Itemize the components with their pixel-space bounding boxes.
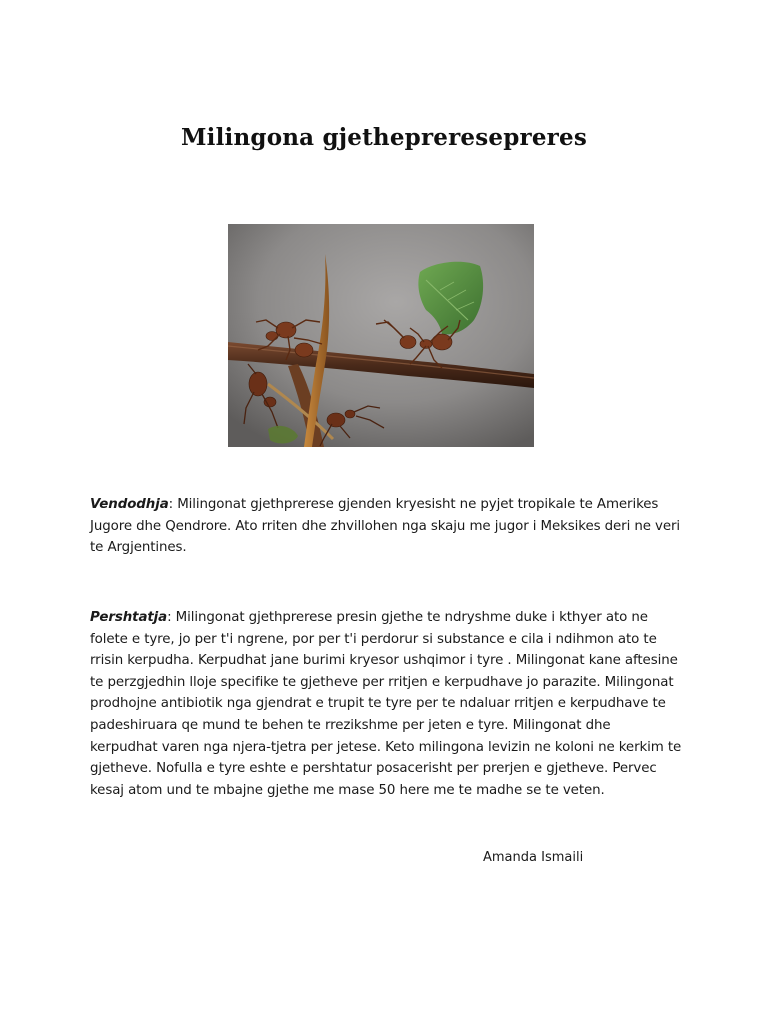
adaptation-paragraph <box>90 607 682 801</box>
adaptation-heading: Pershtatja <box>90 610 168 625</box>
page-title: Milingona gjethepreresepreres <box>181 124 587 151</box>
location-heading: Vendodhja <box>90 497 169 512</box>
adaptation-text: : Milingonat gjethprerese presin gjethe te ndryshme duke i kthyer ato ne folete e tyre, jo per t'i ngrene, por per t'i perdorur si substance e cila i ndihmon ato te rrisin kerpudha. Kerpudhat jane burimi kryesor ushqimor i tyre . Milingonat kane aftesine te perzgjedhin lloje specifike te gjetheve per rritjen e kerpudhave jo parazite. Milingonat prodhojne antibiotik nga gjendrat e trupit te tyre per te ndaluar rritjen e kerpudhave te padeshiruara qe mund te behen te rrezikshme per jeten e tyre. Milingonat dhe kerpudhat varen nga njera-tjetra per jetese. Keto milingona levizin ne koloni ne kerkim te gjetheve. Nofulla e tyre eshte e pershtatur posacerisht per prerjen e gjetheve. Pervec kesaj atom und te mbajne gjethe me mase 50 here me te madhe se te veten. <box>90 610 682 798</box>
location-paragraph <box>90 494 682 559</box>
leaf-cutter-ants-photo <box>228 224 534 447</box>
author-name: Amanda Ismaili <box>483 850 584 865</box>
location-text: : Milingonat gjethprerese gjenden kryesisht ne pyjet tropikale te Amerikes Jugore dhe Qendrore. Ato rriten dhe zhvillohen nga skaju me jugor i Meksikes deri ne veri te Argjentines. <box>90 497 681 556</box>
